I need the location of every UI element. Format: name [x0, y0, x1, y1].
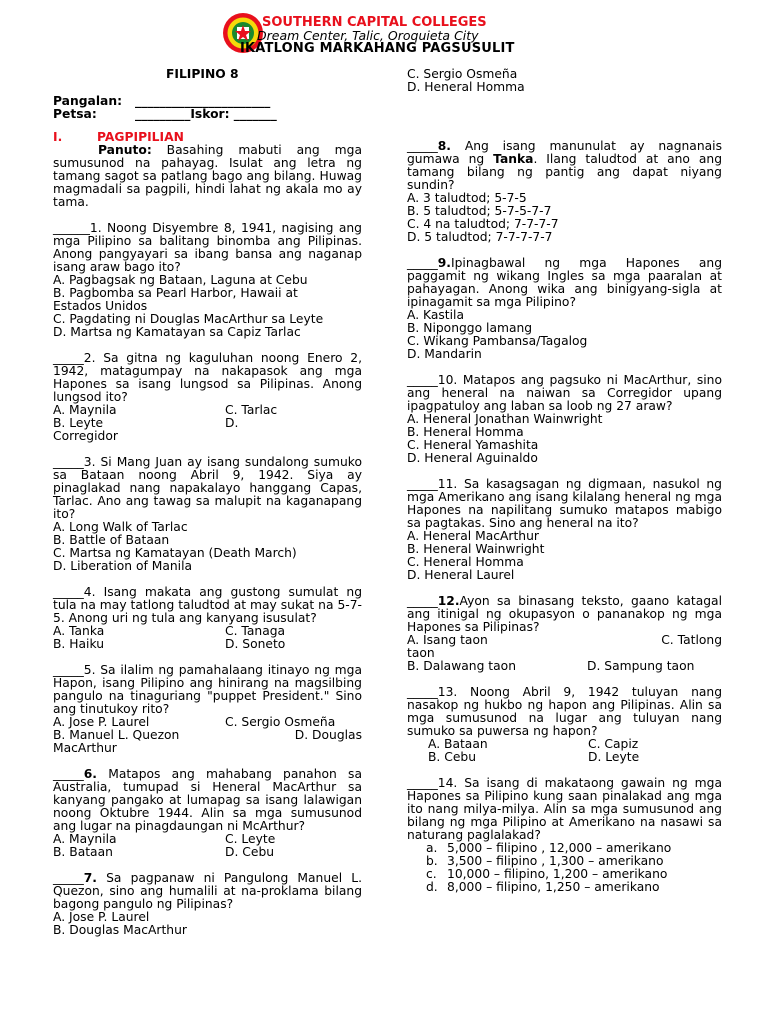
option: B. Dalawang taon: [407, 659, 516, 673]
question-text: [53, 872, 362, 911]
option: A. Kastila: [407, 308, 464, 322]
question-text: _____14. Sa isang di makataong gawain ng mga Hapones sa Pilipino kung saan pinalakad ang mga ito nang milya-milya. Alin sa mga sumusunod ang bilang ng mga Pilipino at Amerikano na nasawi sa naturang paglalakad?: [407, 776, 722, 842]
answer-blank[interactable]: _____: [53, 767, 84, 781]
directions: [53, 144, 362, 209]
option: B. Haiku: [53, 637, 104, 651]
option: B. Cebu: [428, 750, 477, 764]
option: A. Tanka: [53, 624, 105, 638]
question-text: [407, 140, 722, 192]
option: 8,000 – filipino, 1,250 – amerikano: [447, 880, 660, 894]
option-b-part1: B. Pagbomba sa Pearl Harbor, Hawaii at: [53, 286, 298, 300]
option: 5,000 – filipino , 12,000 – amerikano: [447, 841, 672, 855]
option: C. Tanaga: [225, 624, 286, 638]
answer-blank[interactable]: _____: [53, 871, 84, 885]
option: A. Heneral Jonathan Wainwright: [407, 412, 603, 426]
answer-blank[interactable]: _____: [407, 256, 438, 270]
date-label: Petsa:: [53, 107, 97, 121]
option: D. Martsa ng Kamatayan sa Capiz Tarlac: [53, 325, 301, 339]
question-1: [53, 222, 362, 339]
question-emphasis: Tanka: [493, 152, 534, 166]
question-3: [53, 456, 362, 573]
answer-blank[interactable]: _____: [407, 139, 438, 153]
question-number: 7.: [83, 871, 97, 885]
option-continued: Corregidor: [53, 429, 118, 443]
question-text: _____3. Si Mang Juan ay isang sundalong sumuko sa Bataan noong Abril 9, 1942. Siya ay pinaglakad nang napakalayo hanggang Capas, Tarlac. Ano ang tawag sa malupit na kaganapang ito?: [53, 455, 362, 521]
name-blank[interactable]: ______________________: [135, 94, 271, 108]
directions-text: Basahing mabuti ang mga sumusunod na pahayag. Isulat ang letra ng tamang sagot sa patlang bago ang bilang. Huwag magmadali sa pagpili, hindi lahat ng akala mo ay tama.: [53, 143, 362, 209]
option: A. Long Walk of Tarlac: [53, 520, 188, 534]
section-title: PAGPIPILIAN: [97, 130, 184, 144]
name-label: Pangalan:: [53, 94, 123, 108]
list-marker: d.: [426, 880, 438, 894]
option: D.: [225, 416, 239, 430]
question-text: [407, 257, 722, 309]
question-6: [53, 768, 362, 859]
option: B. Manuel L. Quezon: [53, 728, 180, 742]
school-name: SOUTHERN CAPITAL COLLEGES: [262, 15, 487, 30]
option: A. Jose P. Laurel: [53, 715, 150, 729]
option: D. Cebu: [225, 845, 275, 859]
question-text: _____11. Sa kasagsagan ng digmaan, nasukol ng mga Amerikano ang isang kilalang heneral ng mga Hapones na napilitang sumuko matapos mabigo sa pagtakas. Sino ang heneral na ito?: [407, 477, 722, 530]
list-marker: b.: [426, 854, 438, 868]
option: A. 3 taludtod; 5-7-5: [407, 191, 527, 205]
option: C. Heneral Yamashita: [407, 438, 539, 452]
question-7: [53, 872, 362, 937]
question-body: Ang isang manunulat ay nagnanais gumawa ng: [407, 139, 722, 166]
option: D. Leyte: [588, 750, 640, 764]
option: B. Leyte: [53, 416, 104, 430]
option-row: [407, 634, 722, 647]
question-10: [407, 374, 722, 465]
list-marker: a.: [426, 841, 438, 855]
question-number: 8.: [437, 139, 451, 153]
option: A. Jose P. Laurel: [53, 910, 150, 924]
option-row: [407, 660, 722, 673]
option: A. Isang taon: [407, 633, 488, 647]
option: C. Wikang Pambansa/Tagalog: [407, 334, 588, 348]
answer-blank[interactable]: _____: [407, 594, 438, 608]
question-number: 6.: [83, 767, 97, 781]
list-marker: c.: [426, 867, 437, 881]
section-number: I.: [53, 130, 63, 144]
option: D. 5 taludtod; 7-7-7-7-7: [407, 230, 553, 244]
option: 10,000 – filipino, 1,200 – amerikano: [447, 867, 668, 881]
question-12: [407, 595, 722, 673]
question-14: [407, 777, 722, 894]
option: A. Pagbagsak ng Bataan, Laguna at Cebu: [53, 273, 308, 287]
question-number: 9.: [437, 256, 451, 270]
option-row: [407, 751, 722, 764]
option: A. Maynila: [53, 832, 117, 846]
question-13: [407, 686, 722, 764]
option-continued: taon: [407, 646, 435, 660]
option: C. Sergio Osmeña: [407, 67, 518, 81]
question-number: 12.: [437, 594, 460, 608]
question-text: _____4. Isang makata ang gustong sumulat ng tula na may tatlong taludtod at may sukat na 5-7-5. Anong uri ng tula ang kanyang isusulat?: [53, 585, 362, 625]
option: A. Maynila: [53, 403, 117, 417]
option: B. Niponggo lamang: [407, 321, 533, 335]
option: A. Heneral MacArthur: [407, 529, 539, 543]
option: D. Soneto: [225, 637, 286, 651]
exam-title: IKATLONG MARKAHANG PAGSUSULIT: [240, 41, 515, 56]
option: B. Heneral Homma: [407, 425, 524, 439]
option: D. Heneral Laurel: [407, 568, 515, 582]
question-text: [53, 768, 362, 833]
question-body: Sa pagpanaw ni Pangulong Manuel L. Quezon, sino ang humalili at na-proklama bilang bagong pangulo ng Pilipinas?: [53, 871, 362, 911]
question-8: [407, 140, 722, 244]
option: C. Martsa ng Kamatayan (Death March): [53, 546, 297, 560]
option: C. Tarlac: [225, 403, 278, 417]
option: D. Douglas: [294, 728, 362, 742]
option: C. Sergio Osmeña: [225, 715, 336, 729]
option: 3,500 – filipino , 1,300 – amerikano: [447, 854, 664, 868]
option: C. Tatlong: [661, 633, 722, 647]
question-text: _____10. Matapos ang pagsuko ni MacArthur, sino ang heneral na naiwan sa Corregidor upang ipagpatuloy ang laban sa loob ng 27 araw?: [407, 373, 722, 413]
option: B. 5 taludtod; 5-7-5-7-7: [407, 204, 552, 218]
question-text: _____13. Noong Abril 9, 1942 tuluyan nang nasakop ng hukbo ng hapon ang Pilipinas. Alin sa mga sumusunod na lugar ang tuluyan nang sumuko sa puwersa ng hapon?: [407, 685, 722, 738]
option: A. Bataan: [428, 737, 488, 751]
left-column: [53, 68, 362, 937]
right-column: [407, 68, 722, 894]
option: B. Douglas MacArthur: [53, 923, 187, 937]
option: D. Mandarin: [407, 347, 482, 361]
directions-label: Panuto:: [98, 143, 152, 157]
option: C. Heneral Homma: [407, 555, 524, 569]
option: C. Capiz: [588, 737, 639, 751]
question-body: Ayon sa binasang teksto, gaano katagal ang itinigal ng okupasyon o pananakop ng mga Hapones sa Pilipinas?: [407, 594, 722, 634]
option: D. Heneral Aguinaldo: [407, 451, 538, 465]
option: B. Bataan: [53, 845, 113, 859]
question-4: [53, 586, 362, 651]
question-text: ______1. Noong Disyembre 8, 1941, nagising ang mga Pilipino sa balitang binomba ang Pilipinas. Anong pangyayari sa ibang bansa ang naganap isang araw bago ito?: [53, 221, 362, 274]
date-score-blank[interactable]: _________Iskor: _______: [135, 107, 277, 121]
question-11: [407, 478, 722, 582]
question-body: Matapos ang mahabang panahon sa Australia, tumupad si Heneral MacArthur sa kanyang pangako at lumapag sa isang lalawigan noong Oktubre 1944. Alin sa mga sumusunod ang lugar na pinagdaungan ni McArthur?: [53, 767, 362, 833]
option: D. Sampung taon: [587, 659, 695, 673]
question-body: Ipinagbawal ng mga Hapones ang paggamit ng wikang Ingles sa mga paaralan at pahayagan. Anong wika ang binigyang-sigla at ipinagamit sa mga Pilipino?: [407, 256, 722, 309]
option: D. Heneral Homma: [407, 80, 525, 94]
school-address: Dream Center, Talic, Oroquieta City: [257, 28, 479, 43]
option-continued: MacArthur: [53, 741, 117, 755]
question-text: _____2. Sa gitna ng kaguluhan noong Enero 2, 1942, matagumpay na nakapasok ang mga Hapones sa isang lungsod sa Pilipinas. Anong lungsod ito?: [53, 351, 362, 404]
option-row: [53, 638, 362, 651]
option-b-part2: Estados Unidos: [53, 299, 148, 313]
list-item: [407, 881, 722, 894]
option: C. Pagdating ni Douglas MacArthur sa Leyte: [53, 312, 324, 326]
option: D. Liberation of Manila: [53, 559, 193, 573]
question-text: _____5. Sa ilalim ng pamahalaang itinayo ng mga Hapon, isang Pilipino ang hinirang na magsilbing pangulo na tinaguriang "puppet President." Sino ang tinutukoy rito?: [53, 663, 362, 716]
option: C. Leyte: [225, 832, 276, 846]
subject-title: FILIPINO 8: [166, 67, 239, 81]
option-row: [53, 846, 362, 859]
question-5: [53, 664, 362, 755]
question-9: [407, 257, 722, 361]
option: B. Heneral Wainwright: [407, 542, 545, 556]
question-2: [53, 352, 362, 443]
date-score-field[interactable]: [53, 108, 362, 121]
question-text: [407, 595, 722, 634]
option: B. Battle of Bataan: [53, 533, 170, 547]
option: C. 4 na taludtod; 7-7-7-7: [407, 217, 559, 231]
question-body: . Ilang taludtod at ano ang tamang bilang ng pantig ang dapat niyang sundin?: [407, 152, 723, 192]
